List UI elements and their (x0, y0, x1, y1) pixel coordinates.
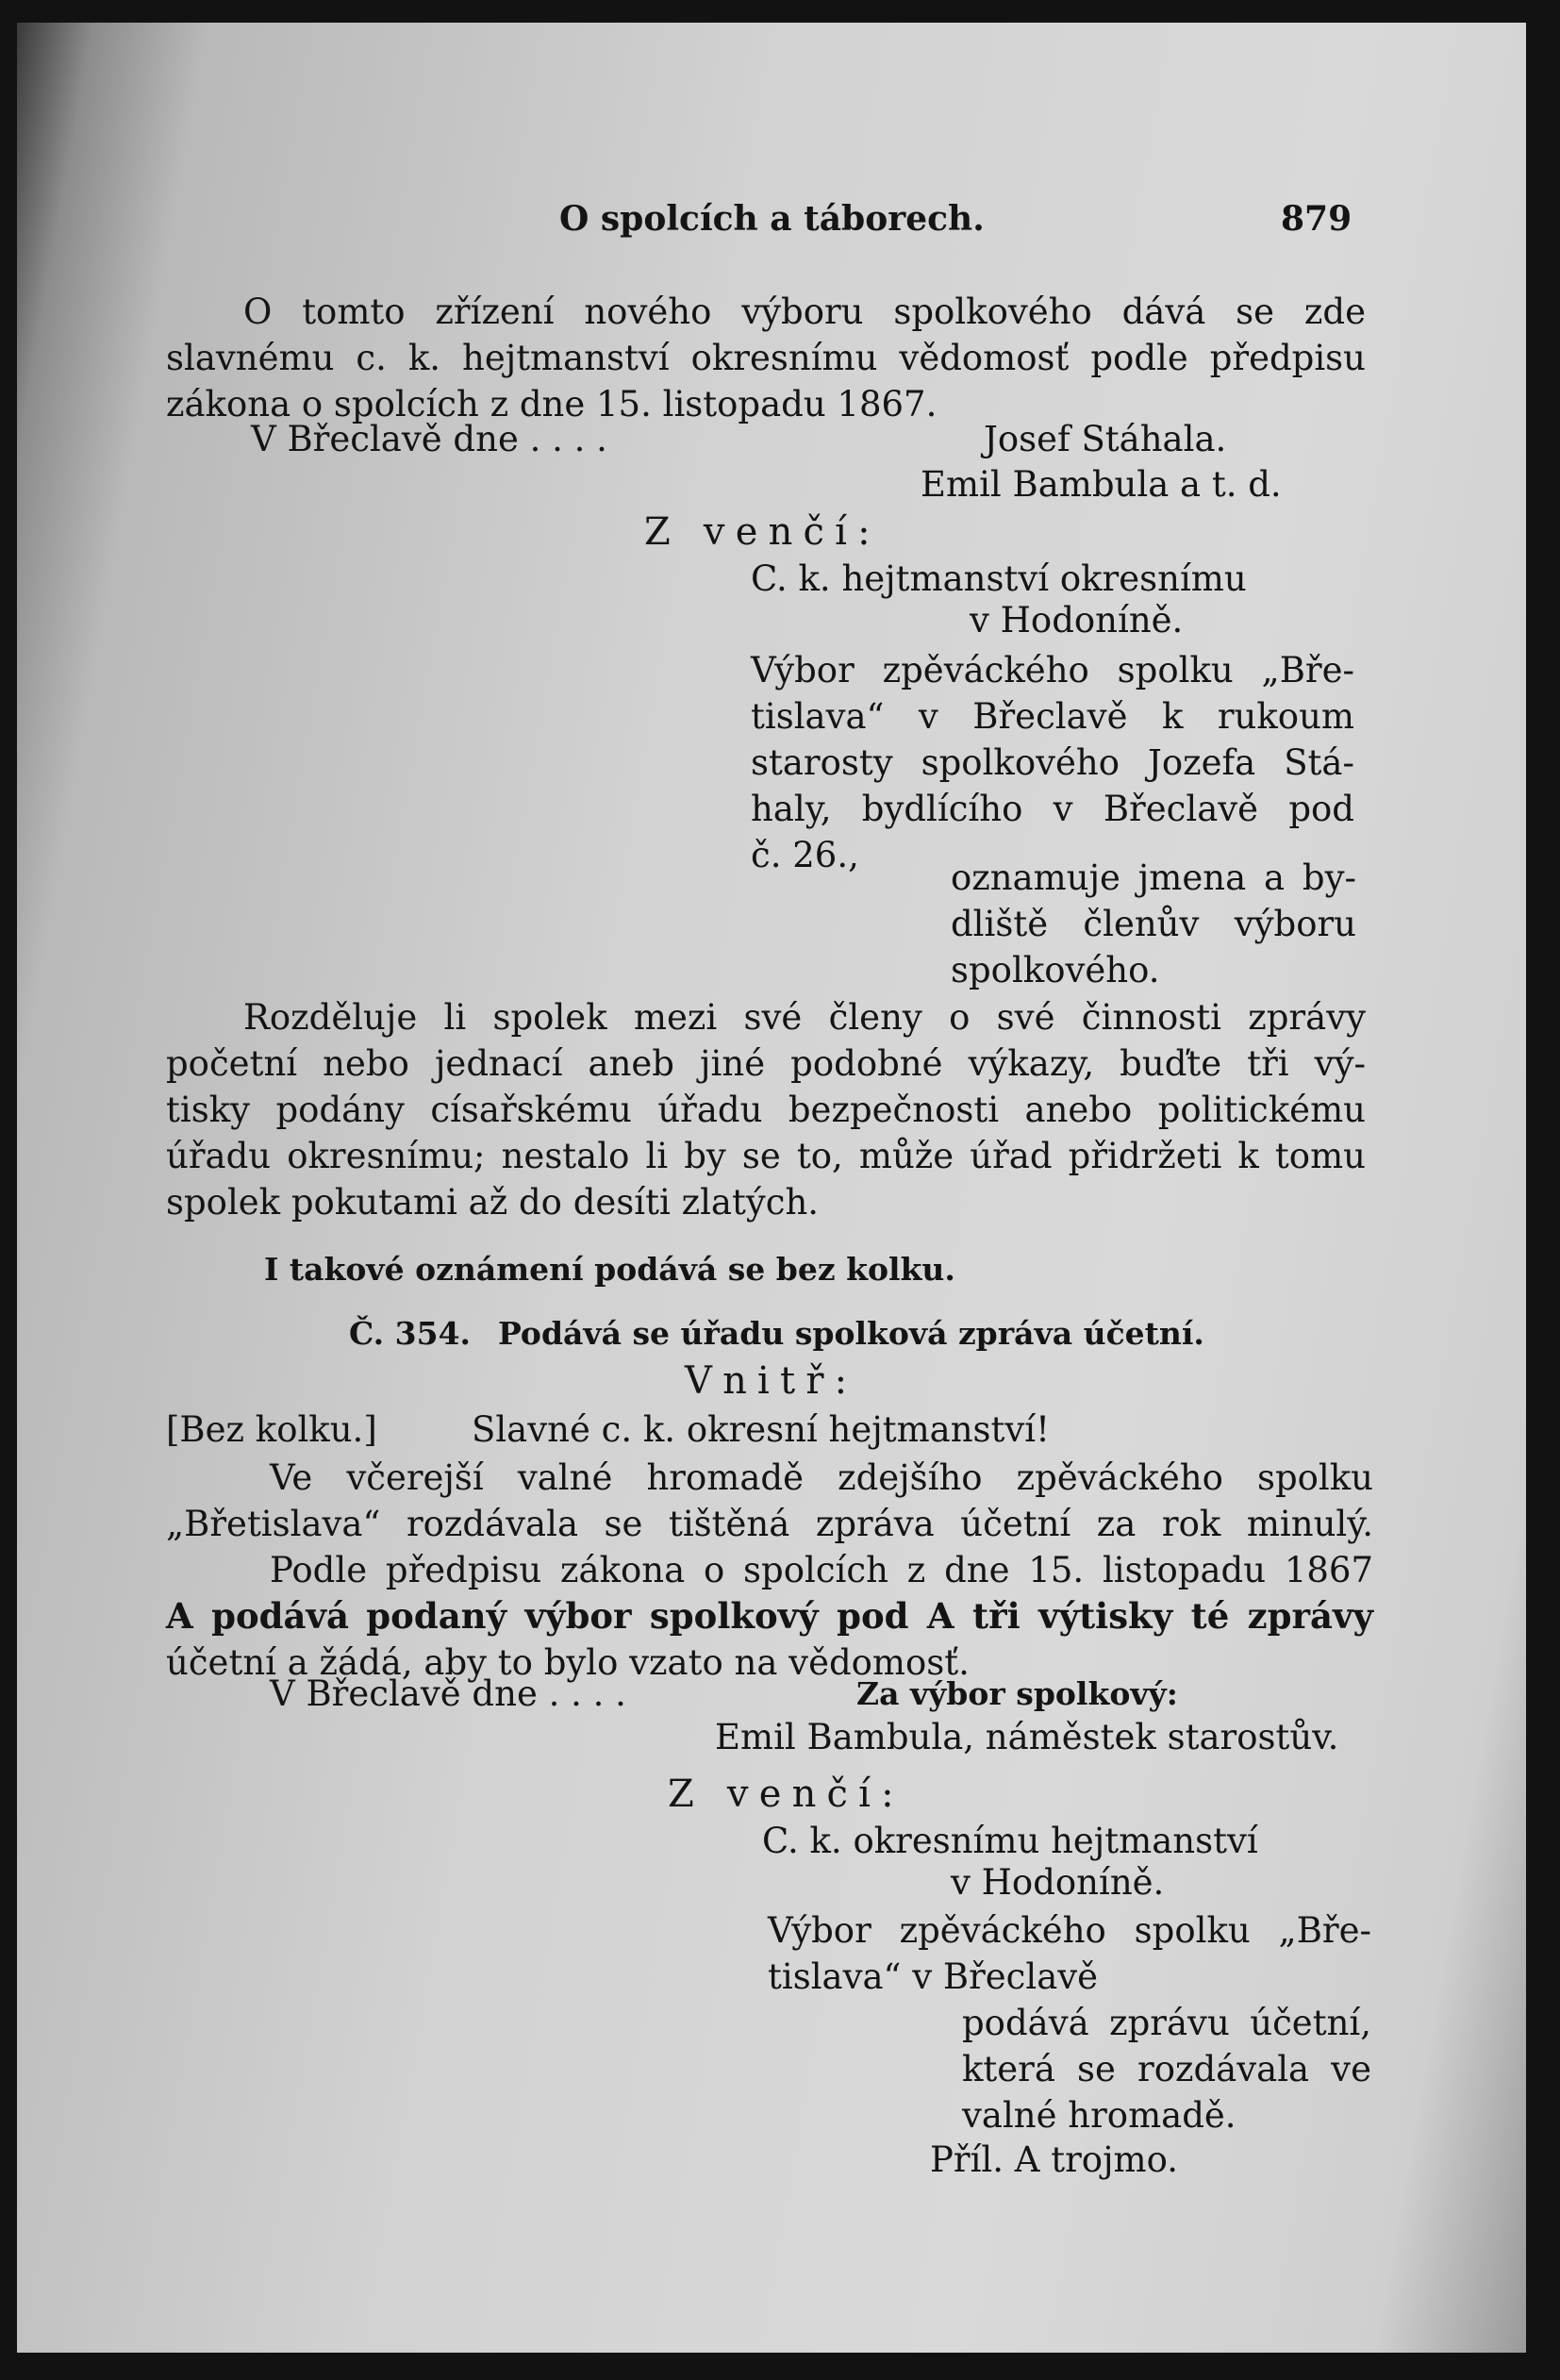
running-title: O spolcích a táborech. (559, 199, 985, 239)
sender-line: tislava“ v Břeclavě k rukoum (751, 696, 1354, 737)
paragraph-line: O tomto zřízení nového výboru spolkového dává se zde (243, 291, 1366, 332)
subject-block (962, 2000, 1371, 2139)
addressee-line: C. k. hejtmanství okresnímu (751, 558, 1247, 599)
paragraph-line: Rozděluje li spolek mezi své členy o své činnosti zprávy (243, 997, 1366, 1038)
addressee-line: v Hodoníně. (970, 600, 1184, 641)
addressee-line: C. k. okresnímu hejtmanství (762, 1821, 1258, 1861)
rules-note: I takové oznámení podává se bez kolku. (264, 1251, 955, 1288)
subject-block (951, 855, 1356, 993)
paragraph-line: tisky podány císařskému úřadu bezpečnosti anebo politickému (166, 1090, 1366, 1130)
committee-label: Za výbor spolkový: (856, 1675, 1178, 1712)
paragraph-line: početní nebo jednací aneb jiné podobné výkazy, buďte tři vý- (166, 1043, 1366, 1084)
sender-line: č. 26., (751, 835, 859, 875)
sender-block (751, 647, 1354, 878)
inside-label: Vnitř: (685, 1359, 858, 1403)
paragraph-line: „Břetislava“ rozdávala se tištěná zpráva účetní za rok minulý. (166, 1504, 1373, 1544)
section-body (166, 1455, 1373, 1686)
outside-label: Z venčí: (668, 1773, 904, 1816)
addressee-line: v Hodoníně. (951, 1862, 1165, 1903)
sender-line: starosty spolkového Jozefa Stá- (751, 742, 1354, 783)
section-title: Podává se úřadu spolková zpráva účetní. (498, 1315, 1204, 1352)
body-line-rest: podaný výbor spolkový pod A tři výtisky té zprávy (366, 1595, 1373, 1637)
document-page (17, 23, 1526, 2353)
paragraph-line: Ve včerejší valné hromadě zdejšího zpěváckého spolku (270, 1457, 1373, 1498)
signature: Josef Stáhala. (984, 419, 1227, 459)
sender-line: Výbor zpěváckého spolku „Bře- (768, 1910, 1371, 1951)
stamp-note: [Bez kolku.] (166, 1409, 377, 1450)
place-date: V Břeclavě dne . . . . (270, 1673, 626, 1714)
attachment-note: Příl. A trojmo. (930, 2139, 1179, 2180)
section-number: Č. 354. (349, 1315, 472, 1352)
subject-line: která se rozdávala ve (962, 2049, 1371, 2089)
subject-line: valné hromadě. (962, 2095, 1236, 2136)
paragraph-line: úřadu okresnímu; nestalo li by se to, může úřad přidržeti k tomu (166, 1136, 1366, 1176)
notice-paragraph (166, 289, 1366, 427)
sender-line: tislava“ v Břeclavě (768, 1956, 1099, 1997)
body-prefix: A podává (166, 1595, 349, 1637)
page-number: 879 (1281, 199, 1353, 239)
paragraph-line (166, 1593, 1373, 1639)
subject-line: spolkového. (951, 950, 1160, 990)
salutation: Slavné c. k. okresní hejtmanství! (472, 1409, 1051, 1450)
outside-label: Z venčí: (644, 510, 881, 554)
signature: Emil Bambula, náměstek starostův. (715, 1717, 1339, 1757)
place-date: V Břeclavě dne . . . . (251, 419, 607, 459)
rules-paragraph (166, 994, 1366, 1225)
sender-line: haly, bydlícího v Břeclavě pod (751, 789, 1354, 829)
sender-block (768, 1907, 1371, 2000)
paragraph-line: spolek pokutami až do desíti zlatých. (166, 1182, 820, 1223)
signature: Emil Bambula a t. d. (921, 464, 1282, 505)
sender-line: Výbor zpěváckého spolku „Bře- (751, 650, 1354, 691)
paragraph-line: slavnému c. k. hejtmanství okresnímu vědomosť podle předpisu (166, 338, 1366, 378)
paragraph-line: účetní a žádá, aby to bylo vzato na vědomosť. (166, 1642, 970, 1683)
subject-line: dliště členův výboru (951, 904, 1356, 944)
subject-line: oznamuje jmena a by- (951, 857, 1356, 898)
paragraph-line: zákona o spolcích z dne 15. listopadu 1867. (166, 384, 938, 424)
subject-line: podává zprávu účetní, (962, 2003, 1371, 2043)
paragraph-line: Podle předpisu zákona o spolcích z dne 15. listopadu 1867 (270, 1550, 1373, 1590)
